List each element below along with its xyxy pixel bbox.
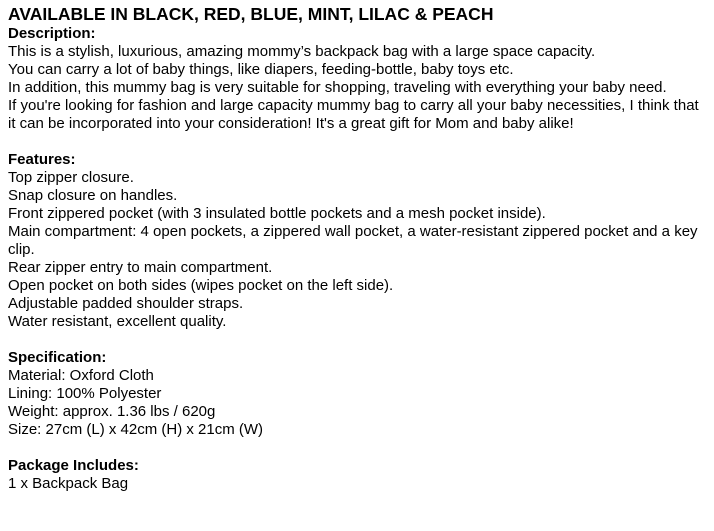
package-heading: Package Includes: (8, 457, 139, 474)
specification-heading: Specification: (8, 349, 107, 366)
feature-item: Rear zipper entry to main compartment. (8, 259, 273, 276)
description-paragraph: If you're looking for fashion and large capacity mummy bag to carry all your baby necessities, I think that it can be incorporated into your consideration! It's a great gift for Mom and baby alike! (8, 97, 699, 132)
feature-item: Open pocket on both sides (wipes pocket on the left side). (8, 277, 394, 294)
section-spacer (8, 331, 706, 349)
package-section (8, 457, 706, 493)
description-heading: Description: (8, 25, 96, 42)
feature-item: Snap closure on handles. (8, 187, 178, 204)
description-paragraph: In addition, this mummy bag is very suitable for shopping, traveling with everything your baby need. (8, 79, 667, 96)
description-paragraph: You can carry a lot of baby things, like diapers, feeding-bottle, baby toys etc. (8, 61, 514, 78)
description-paragraph: This is a stylish, luxurious, amazing mommy’s backpack bag with a large space capacity. (8, 43, 596, 60)
features-section (8, 151, 706, 331)
specification-item: Lining: 100% Polyester (8, 385, 162, 402)
specification-section (8, 349, 706, 439)
features-heading: Features: (8, 151, 76, 168)
feature-item: Water resistant, excellent quality. (8, 313, 227, 330)
section-spacer (8, 439, 706, 457)
specification-item: Size: 27cm (L) x 42cm (H) x 21cm (W) (8, 421, 264, 438)
specification-item: Weight: approx. 1.36 lbs / 620g (8, 403, 216, 420)
availability-headline: AVAILABLE IN BLACK, RED, BLUE, MINT, LILAC & PEACH (8, 4, 494, 24)
package-item: 1 x Backpack Bag (8, 475, 129, 492)
feature-item: Main compartment: 4 open pockets, a zippered wall pocket, a water-resistant zippered pocket and a key clip. (8, 223, 698, 258)
section-spacer (8, 133, 706, 151)
description-section (8, 25, 706, 133)
feature-item: Top zipper closure. (8, 169, 134, 186)
feature-item: Adjustable padded shoulder straps. (8, 295, 244, 312)
specification-item: Material: Oxford Cloth (8, 367, 154, 384)
feature-item: Front zippered pocket (with 3 insulated bottle pockets and a mesh pocket inside). (8, 205, 546, 222)
